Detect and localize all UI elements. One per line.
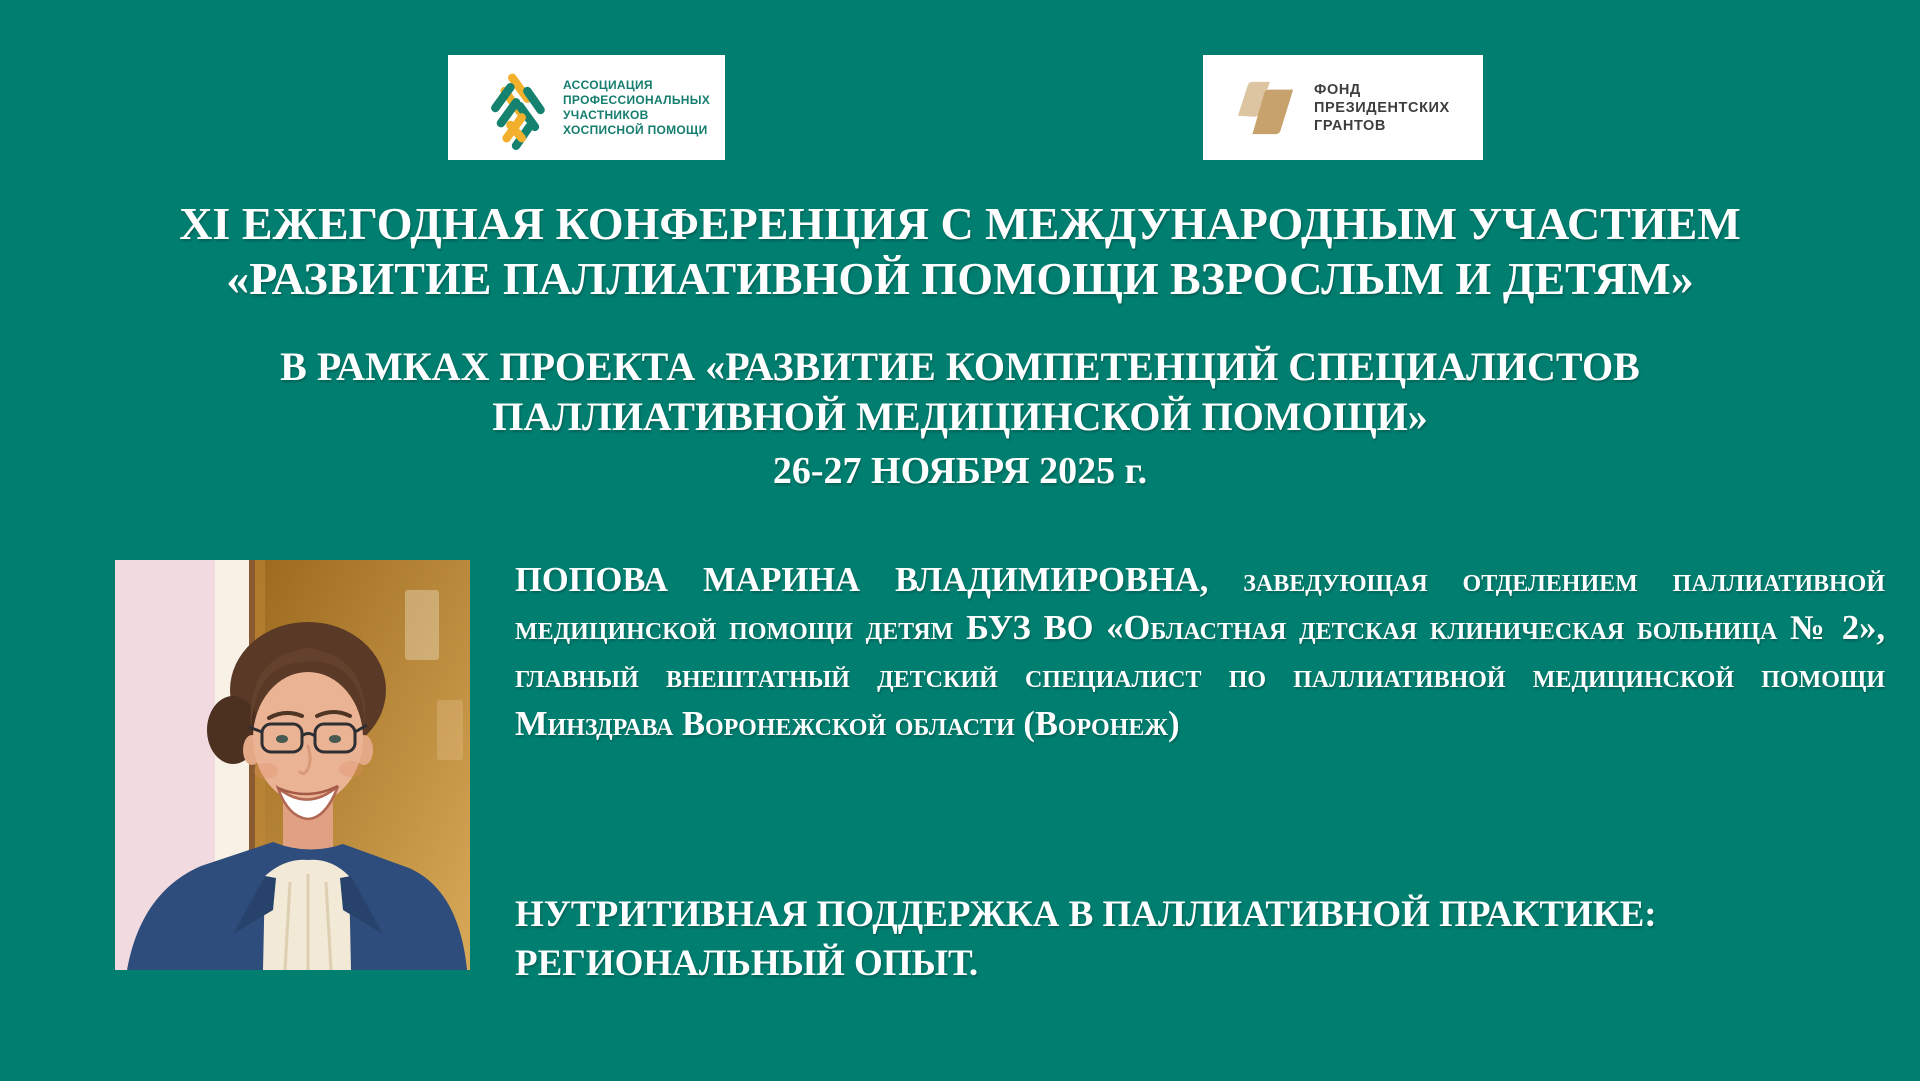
association-logo-text [563,78,710,138]
association-logo-line: ХОСПИСНОЙ ПОМОЩИ [563,122,708,137]
grants-fund-logo-card [1203,55,1483,160]
association-logo-line: УЧАСТНИКОВ [563,107,649,122]
grants-fund-logo-text [1314,81,1450,135]
association-logo-mark-icon [484,64,550,152]
grants-fund-logo-line: ГРАНТОВ [1314,117,1387,134]
grants-fund-logo-line: ПРЕЗИДЕНТСКИХ [1314,99,1450,116]
project-subtitle-line-1: В РАМКАХ ПРОЕКТА «РАЗВИТИЕ КОМПЕТЕНЦИЙ СПЕЦИАЛИСТОВ [280,344,1640,389]
association-logo-line: АССОЦИАЦИЯ [563,77,653,92]
talk-title-line-1: НУТРИТИВНАЯ ПОДДЕРЖКА В ПАЛЛИАТИВНОЙ ПРАКТИКЕ: [515,894,1657,935]
talk-title-line-2: РЕГИОНАЛЬНЫЙ ОПЫТ. [515,943,979,984]
project-subtitle-line-2: ПАЛЛИАТИВНОЙ МЕДИЦИНСКОЙ ПОМОЩИ» [492,394,1428,439]
association-logo-line: ПРОФЕССИОНАЛЬНЫХ [563,92,711,107]
grants-fund-logo-mark-icon [1235,77,1299,139]
conference-title [0,196,1920,306]
grants-fund-logo-line: ФОНД [1314,81,1361,98]
speaker-photo [115,560,470,970]
talk-title [515,890,1665,988]
conference-title-line-1: XI ЕЖЕГОДНАЯ КОНФЕРЕНЦИЯ С МЕЖДУНАРОДНЫМ УЧАСТИЕМ [179,198,1741,249]
conference-date: 26-27 НОЯБРЯ 2025 г. [772,450,1148,492]
speaker-description: заведующая отделением паллиативной медицинской помощи детям БУЗ ВО «Областная детская клиническая больница № 2», главный внештатный детский специалист по паллиативной медицинской помощи Минздрава Воронежской области (Воронеж) [515,561,1885,743]
association-logo-card [448,55,725,160]
speaker-name: ПОПОВА МАРИНА ВЛАДИМИРОВНА, [515,561,1209,599]
project-subtitle [0,342,1920,442]
conference-title-line-2: «РАЗВИТИЕ ПАЛЛИАТИВНОЙ ПОМОЩИ ВЗРОСЛЫМ И ДЕТЯМ» [226,253,1694,304]
speaker-info [515,556,1885,748]
